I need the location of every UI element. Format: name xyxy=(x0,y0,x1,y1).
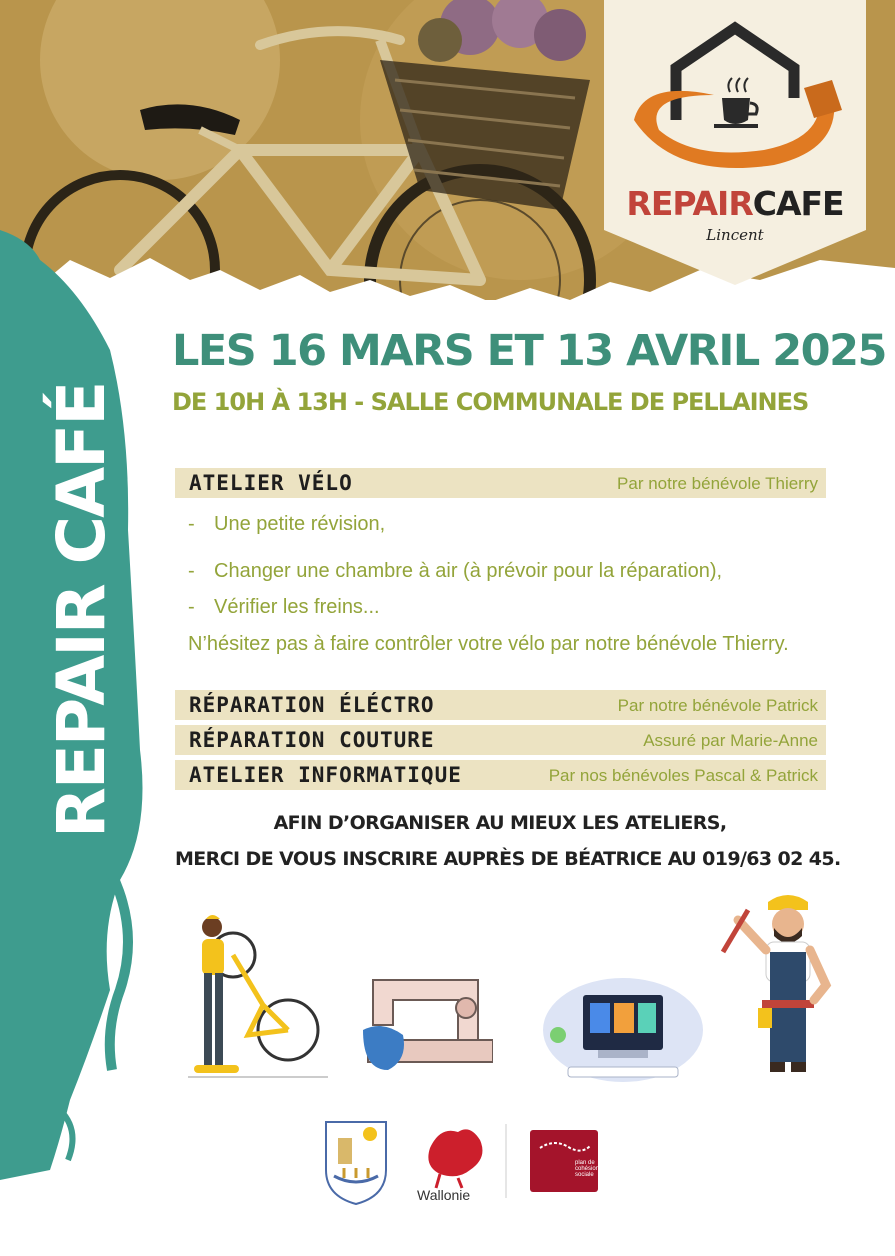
event-dates: LES 16 MARS ET 13 AVRIL 2025 xyxy=(172,326,886,376)
workshop-volunteer: Par notre bénévole Patrick xyxy=(617,696,818,715)
workshop-volunteer: Par nos bénévoles Pascal & Patrick xyxy=(548,766,818,785)
sewing-machine-illustration xyxy=(358,970,493,1080)
workshop-name: ATELIER INFORMATIQUE xyxy=(189,763,462,787)
handyman-illustration xyxy=(718,890,838,1085)
event-time-place: DE 10H À 13H - SALLE COMMUNALE DE PELLAINES xyxy=(172,388,809,416)
registration-line-1: AFIN D’ORGANISER AU MIEUX LES ATELIERS, xyxy=(273,812,727,834)
list-item: - Changer une chambre à air (à prévoir pour la réparation), xyxy=(188,560,723,582)
workshop-name: RÉPARATION ÉLÉCTRO xyxy=(189,693,435,717)
workshop-volunteer: Assuré par Marie-Anne xyxy=(643,731,818,750)
logo-wordmark: REPAIRCAFE xyxy=(626,184,844,223)
workshop-name: RÉPARATION COUTURE xyxy=(189,728,435,752)
workshop-name: ATELIER VÉLO xyxy=(189,471,353,495)
bike-mechanic-illustration xyxy=(188,915,328,1083)
workshop-volunteer: Par notre bénévole Thierry xyxy=(617,474,818,493)
bike-note: N’hésitez pas à faire contrôler votre vélo par notre bénévole Thierry. xyxy=(188,633,789,655)
workshop-bar xyxy=(175,690,826,720)
list-item: - Une petite révision, xyxy=(188,513,386,535)
list-item: - Vérifier les freins... xyxy=(188,596,380,618)
logo-place: Lincent xyxy=(706,226,764,244)
workshop-bar xyxy=(175,725,826,755)
workshop-bar xyxy=(175,468,826,498)
pcs-label: plan de cohésion sociale xyxy=(575,1160,600,1178)
wallonie-label: Wallonie xyxy=(417,1187,471,1203)
computer-illustration xyxy=(538,975,708,1085)
workshop-bar xyxy=(175,760,826,790)
vertical-title: REPAIR CAFÉ xyxy=(43,382,120,838)
registration-line-2: MERCI DE VOUS INSCRIRE AUPRÈS DE BÉATRICE AU 019/63 02 45. xyxy=(175,848,841,870)
